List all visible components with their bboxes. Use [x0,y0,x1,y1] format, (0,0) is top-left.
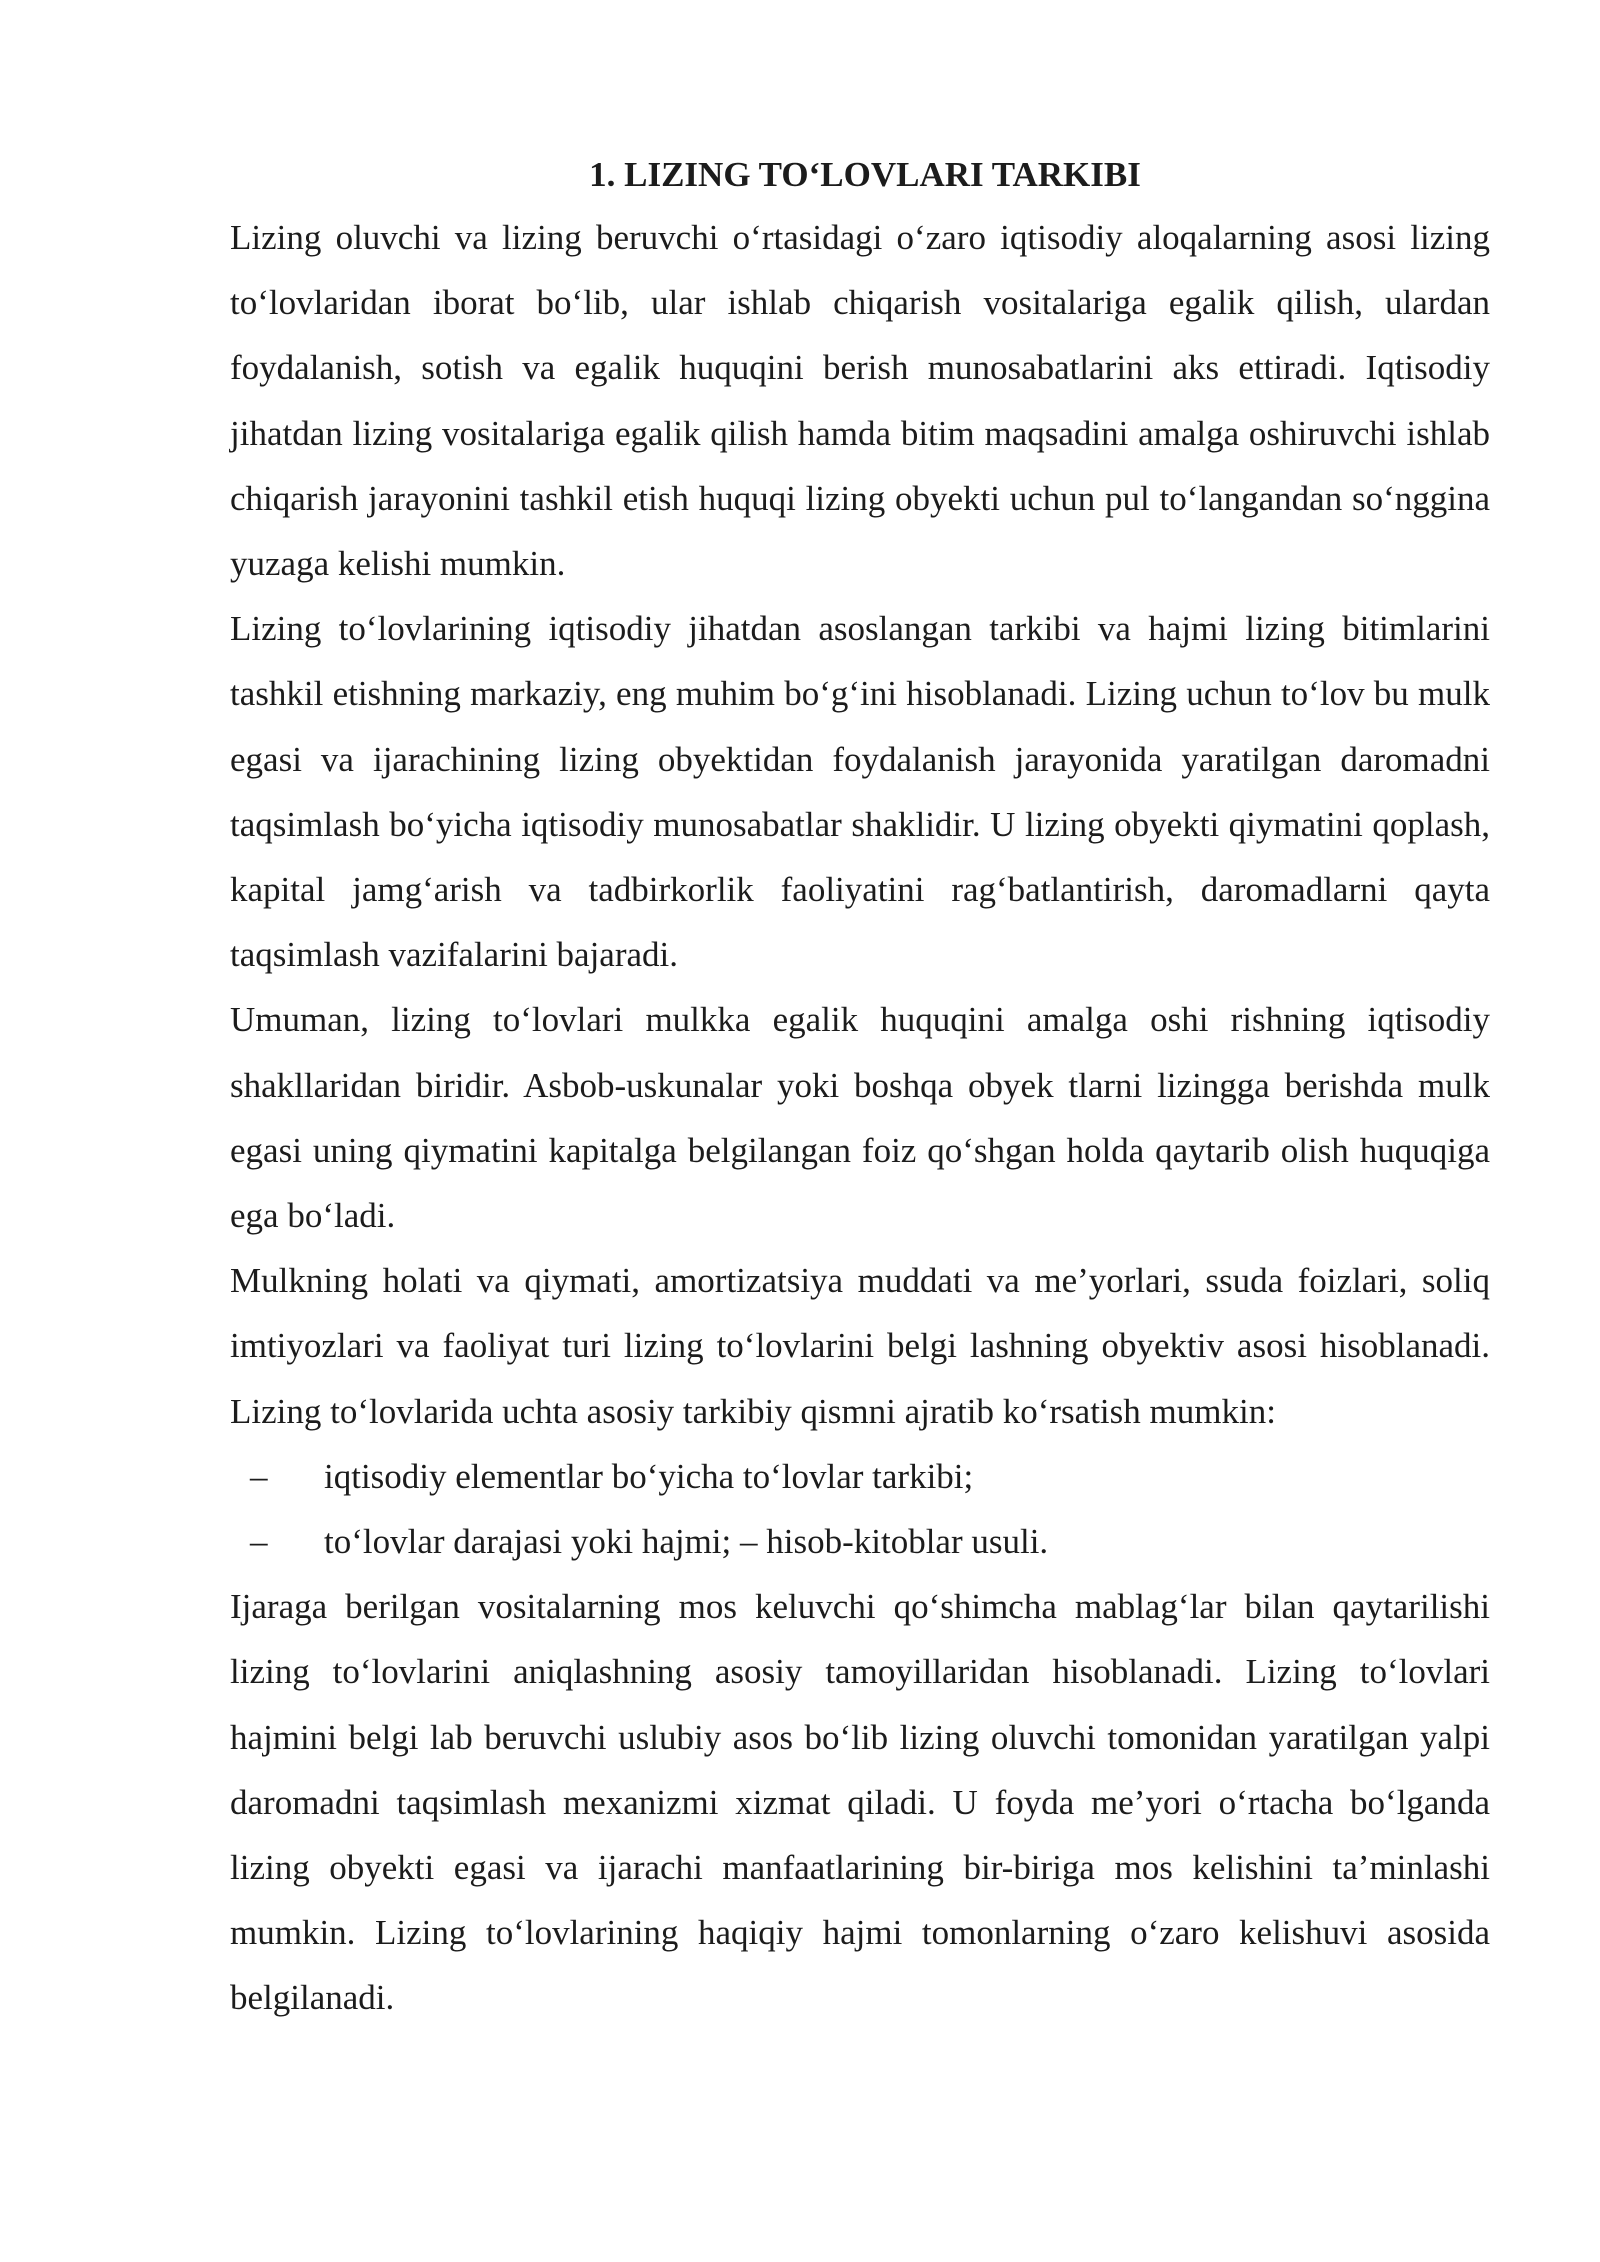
list-item-text: iqtisodiy elementlar bo‘yicha to‘lovlar tarkibi; [324,1456,974,1496]
document-page [230,145,1490,2031]
paragraph-5: Ijaraga berilgan vositalarning mos keluvchi qo‘shimcha mablag‘lar bilan qaytarilishi lizing to‘lovlarini aniqlashning asosiy tamoyillaridan hisoblanadi. Lizing to‘lovlari hajmini belgi lab beruvchi uslubiy asos bo‘lib lizing oluvchi tomonidan yaratilgan yalpi daromadni taqsimlash mexanizmi xizmat qiladi. U foyda me’yori o‘rtacha bo‘lganda lizing obyekti egasi va ijarachi manfaatlarining bir-biriga mos kelishini ta’minlashi mumkin. Lizing to‘lovlarining haqiqiy hajmi tomonlarning o‘zaro kelishuvi asosida belgilanadi. [230,1587,1490,2018]
paragraph-3: Umuman, lizing to‘lovlari mulkka egalik huquqini amalga oshi rishning iqtisodiy shakllaridan biridir. Asbob-uskunalar yoki boshqa obyek tlarni lizingga berishda mulk egasi uning qiymatini kapitalga belgilangan foiz qo‘shgan holda qaytarib olish huquqiga ega bo‘ladi. [230,1000,1490,1236]
component-list [230,1444,1490,1574]
list-marker: – [250,1456,268,1496]
section-title: 1. LIZING TO‘LOVLARI TARKIBI [589,155,1141,194]
paragraph-1: Lizing oluvchi va lizing beruvchi o‘rtasidagi o‘zaro iqtisodiy aloqalarning asosi lizing to‘lovlaridan iborat bo‘lib, ular ishlab chiqarish vositalariga egalik qilish, ulardan foydalanish, sotish va egalik huquqini berish munosabatlarini aks ettiradi. Iqtisodiy jihatdan lizing vositalariga egalik qilish hamda bitim maqsadini amalga oshiruvchi ishlab chiqarish jarayonini tashkil etish huquqi lizing obyekti uchun pul to‘langandan so‘nggina yuzaga kelishi mumkin. [230,218,1490,584]
list-item-text: to‘lovlar darajasi yoki hajmi; – hisob-kitoblar usuli. [324,1522,1049,1562]
paragraph-2: Lizing to‘lovlarining iqtisodiy jihatdan asoslangan tarkibi va hajmi lizing bitimlarini tashkil etishning markaziy, eng muhim bo‘g‘ini hisoblanadi. Lizing uchun to‘lov bu mulk egasi va ijarachining lizing obyektidan foydalanish jarayonida yaratilgan daromadni taqsimlash bo‘yicha iqtisodiy munosabatlar shaklidir. U lizing obyekti qiymatini qoplash, kapital jamg‘arish va tadbirkorlik faoliyatini rag‘batlantirish, daromadlarni qayta taqsimlash vazifalarini bajaradi. [230,609,1490,975]
list-item [230,1444,1490,1509]
paragraph-4: Mulkning holati va qiymati, amortizatsiya muddati va me’yorlari, ssuda foizlari, soliq imtiyozlari va faoliyat turi lizing to‘lovlarini belgi lashning obyektiv asosi hisoblanadi. Lizing to‘lovlarida uchta asosiy tarkibiy qismni ajratib ko‘rsatish mumkin: [230,1261,1490,1431]
list-marker: – [250,1522,268,1562]
list-item [230,1509,1490,1574]
